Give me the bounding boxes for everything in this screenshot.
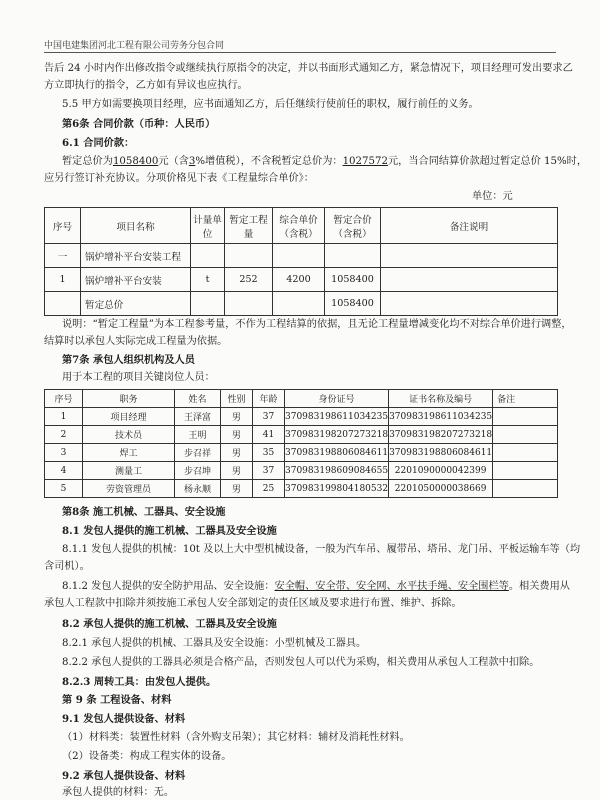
subsection-title: 8.2 承包人提供的施工机械、工器具及安全设施 bbox=[62, 618, 277, 630]
table-header-cell: 计量单位 bbox=[191, 208, 225, 244]
section-title: 第7条 承包人组织机构及人员 bbox=[62, 354, 195, 366]
subsection-title: 9.2 承包人提供设备、材料 bbox=[62, 770, 186, 782]
subsection-title: 6.1 合同价款： bbox=[62, 137, 135, 149]
table-cell: 锅炉增补平台安装工程 bbox=[81, 244, 191, 268]
table-cell bbox=[381, 292, 558, 316]
table-cell bbox=[45, 292, 81, 316]
price-text: 元，当合同结算价款超过暂定总价 15%时， bbox=[387, 156, 588, 167]
unit-label: 单位：元 bbox=[472, 191, 513, 202]
table-cell: 男 bbox=[221, 480, 253, 498]
section-title: 第 9 条 工程设备、材料 bbox=[62, 694, 172, 706]
section-title: 第8条 施工机械、工器具、安全设施 bbox=[62, 506, 226, 518]
text: 。相关费用从 bbox=[508, 581, 570, 592]
table-row bbox=[45, 292, 558, 316]
table-header-cell: 序号 bbox=[45, 390, 83, 408]
table-cell: 370983198806084611 bbox=[389, 444, 493, 462]
paragraph: （1）材料类：装置性材料（含外购支吊架）；其它材料：辅材及消耗性材料。 bbox=[62, 732, 410, 743]
table-cell bbox=[493, 480, 558, 498]
table-header-cell: 综合单价（含税） bbox=[273, 208, 325, 244]
table-cell: 370983198609084655 bbox=[285, 462, 389, 480]
table-cell: 男 bbox=[221, 408, 253, 426]
table-cell: 370983198611034235 bbox=[285, 408, 389, 426]
table-cell: 2 bbox=[45, 426, 83, 444]
table-cell: 男 bbox=[221, 426, 253, 444]
price-text: %增值税），不含税暂定总价为： bbox=[195, 156, 343, 167]
note: 说明：“暂定工程量”为本工程参考量，不作为工程结算的依据，且无论工程量增减变化均不对综合单价进行调整， bbox=[62, 319, 572, 330]
table-cell: 1058400 bbox=[325, 268, 381, 292]
paragraph: 8.1.1 发包人提供的机械：10t 及以上大中型机械设备，一般为汽车吊、履带吊、塔吊、龙门吊、平板运输车等（均 bbox=[62, 544, 581, 555]
table-cell: 1 bbox=[45, 408, 83, 426]
table-cell bbox=[493, 462, 558, 480]
table-header-cell: 项目名称 bbox=[81, 208, 191, 244]
table-cell: 暂定总价 bbox=[81, 292, 191, 316]
paragraph: 方立即执行的指令，乙方如有异议也应执行。 bbox=[44, 80, 248, 91]
table-cell: 370983198806084611 bbox=[285, 444, 389, 462]
table-header-cell: 性别 bbox=[221, 390, 253, 408]
table-cell: 劳资管理员 bbox=[83, 480, 175, 498]
section-title: 第6条 合同价款（币种：人民币） bbox=[62, 118, 216, 130]
table-cell: 焊工 bbox=[83, 444, 175, 462]
table-cell: 锅炉增补平台安装 bbox=[81, 268, 191, 292]
paragraph: 含司机）。 bbox=[44, 561, 90, 572]
table-cell bbox=[225, 292, 273, 316]
vat-rate: 3 bbox=[188, 156, 196, 167]
paragraph: 用于本工程的项目关键岗位人员： bbox=[62, 372, 215, 383]
table-cell: 37 bbox=[253, 462, 285, 480]
table-cell: 4 bbox=[45, 462, 83, 480]
table-cell bbox=[191, 292, 225, 316]
note: 结算时以承包人实际完成工程量为依据。 bbox=[44, 336, 228, 347]
table-header-cell: 备注说明 bbox=[381, 208, 558, 244]
table-cell: 252 bbox=[225, 268, 273, 292]
table-cell: 测量工 bbox=[83, 462, 175, 480]
table-cell: 370983198207273218 bbox=[389, 426, 493, 444]
table-header-cell: 暂定合价（含税） bbox=[325, 208, 381, 244]
table-cell: 41 bbox=[253, 426, 285, 444]
table-header-cell: 身份证号 bbox=[285, 390, 389, 408]
paragraph: 8.2.1 承包人提供的机械、工器具及安全设施：小型机械及工器具。 bbox=[62, 638, 367, 649]
table-row bbox=[45, 268, 558, 292]
table-cell bbox=[191, 244, 225, 268]
table-header-row bbox=[45, 390, 558, 408]
paragraph: 承包人提供的材料：无。 bbox=[62, 787, 175, 798]
table-header-cell: 序号 bbox=[45, 208, 81, 244]
price-table bbox=[44, 207, 558, 316]
table-row bbox=[45, 408, 558, 426]
table-header-cell: 证书名称及编号 bbox=[389, 390, 493, 408]
table-cell: 2201090000042399 bbox=[389, 462, 493, 480]
table-cell: 技术员 bbox=[83, 426, 175, 444]
table-header-cell: 年龄 bbox=[253, 390, 285, 408]
price-line bbox=[62, 155, 587, 169]
table-cell bbox=[493, 408, 558, 426]
price-text: 元（含 bbox=[158, 156, 189, 167]
table-cell: 1058400 bbox=[325, 292, 381, 316]
table-cell: 男 bbox=[221, 444, 253, 462]
paragraph: 告后 24 小时内作出修改指令或继续执行原指令的决定，并以书面形式通知乙方，紧急情况下，项目经理可发出要求乙 bbox=[44, 63, 573, 74]
subsection-title: 9.1 发包人提供设备、材料 bbox=[62, 713, 186, 725]
table-cell: 王泽富 bbox=[175, 408, 221, 426]
table-cell: 4200 bbox=[273, 268, 325, 292]
table-cell: 25 bbox=[253, 480, 285, 498]
table-cell bbox=[325, 244, 381, 268]
table-header-row bbox=[45, 208, 558, 244]
table-cell bbox=[225, 244, 273, 268]
table-cell bbox=[273, 244, 325, 268]
total-price: 1058400 bbox=[112, 156, 159, 167]
table-cell: 3 bbox=[45, 444, 83, 462]
paragraph: （2）设备类：构成工程实体的设备。 bbox=[62, 751, 232, 762]
table-cell bbox=[493, 426, 558, 444]
table-cell: t bbox=[191, 268, 225, 292]
table-row bbox=[45, 480, 558, 498]
table-cell: 370983198611034235 bbox=[389, 408, 493, 426]
pretax-price: 1027572 bbox=[342, 156, 388, 167]
table-cell: 2201050000038669 bbox=[389, 480, 493, 498]
paragraph bbox=[62, 580, 570, 594]
table-cell: 37 bbox=[253, 408, 285, 426]
table-cell: 370983198207273218 bbox=[285, 426, 389, 444]
subsection-title: 8.1 发包人提供的施工机械、工器具及安全设施 bbox=[62, 525, 277, 537]
table-cell: 项目经理 bbox=[83, 408, 175, 426]
table-row bbox=[45, 462, 558, 480]
table-cell: 370983199804180532 bbox=[285, 480, 389, 498]
table-header-cell: 职务 bbox=[83, 390, 175, 408]
text: 8.1.2 发包人提供的安全防护用品、安全设施： bbox=[62, 581, 275, 592]
table-cell bbox=[381, 268, 558, 292]
table-row bbox=[45, 244, 558, 268]
safety-items: 安全帽、安全带、安全网、水平扶手绳、安全围栏等 bbox=[274, 581, 509, 592]
paragraph: 8.2.3 周转工具：由发包人提供。 bbox=[62, 676, 217, 688]
table-cell bbox=[381, 244, 558, 268]
table-cell: 5 bbox=[45, 480, 83, 498]
table-header-cell: 暂定工程量 bbox=[225, 208, 273, 244]
table-header-cell: 备注 bbox=[493, 390, 558, 408]
paragraph: 应另行签订补充协议。分项价格见下表《工程量综合单价》： bbox=[44, 173, 314, 184]
personnel-table bbox=[44, 389, 558, 498]
table-cell: 1 bbox=[45, 268, 81, 292]
paragraph: 承包人工程款中扣除并须按施工承包人安全部划定的责任区域及要求进行布置、维护、拆除。 bbox=[44, 598, 462, 609]
table-cell bbox=[493, 444, 558, 462]
table-cell: 王明 bbox=[175, 426, 221, 444]
table-cell: 杨永顺 bbox=[175, 480, 221, 498]
paragraph: 5.5 甲方如需要换项目经理，应书面通知乙方，后任继续行使前任的职权，履行前任的义务。 bbox=[62, 99, 479, 110]
table-cell: 步召坤 bbox=[175, 462, 221, 480]
table-cell bbox=[273, 292, 325, 316]
page-header: 中国电建集团河北工程有限公司劳务分包合同 bbox=[44, 41, 225, 51]
table-row bbox=[45, 444, 558, 462]
table-row bbox=[45, 426, 558, 444]
table-cell: 步召祥 bbox=[175, 444, 221, 462]
paragraph: 8.2.2 承包人提供的工器具必须是合格产品，否则发包人可以代为采购，相关费用从承包人工程款中扣除。 bbox=[62, 657, 540, 668]
table-cell: 35 bbox=[253, 444, 285, 462]
table-header-cell: 姓名 bbox=[175, 390, 221, 408]
table-cell: 男 bbox=[221, 462, 253, 480]
price-text: 暂定总价为 bbox=[62, 156, 113, 167]
header-divider bbox=[44, 52, 556, 53]
table-cell: 一 bbox=[45, 244, 81, 268]
